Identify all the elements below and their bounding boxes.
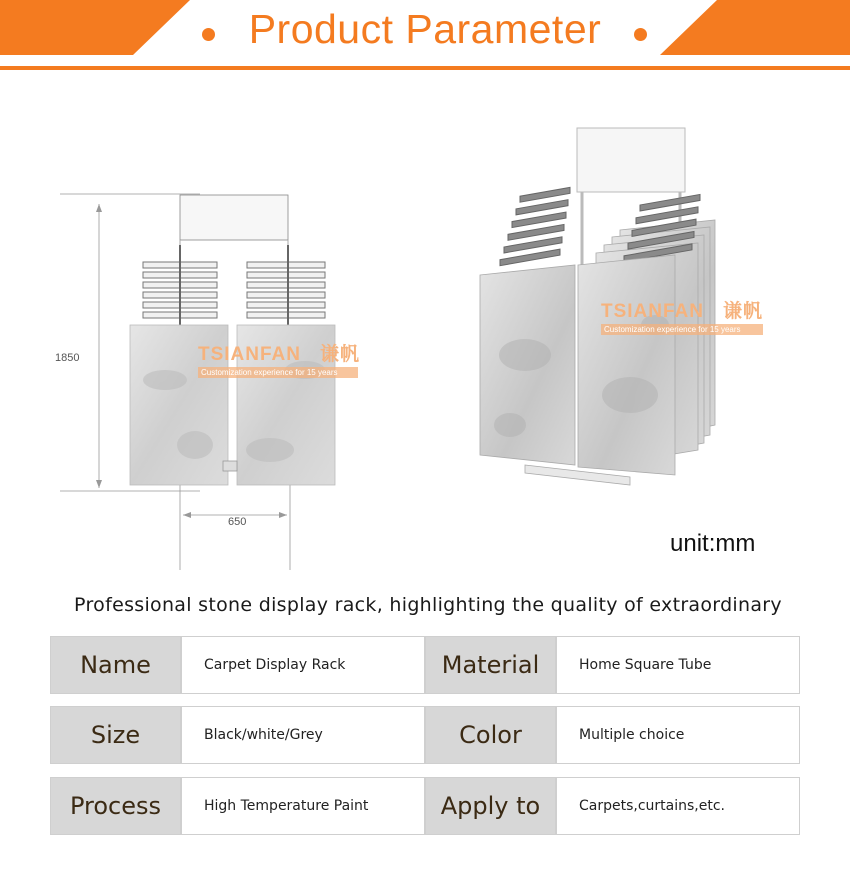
width-dimension-label: 650 xyxy=(228,516,247,528)
param-row-1 xyxy=(50,636,800,696)
param-value-size: Black/white/Grey xyxy=(181,706,425,764)
banner-underline xyxy=(0,66,850,70)
param-row-2 xyxy=(50,706,800,766)
param-row-3 xyxy=(50,777,800,837)
watermark-logo: TSIANFAN xyxy=(198,344,301,365)
param-value-material: Home Square Tube xyxy=(556,636,800,694)
watermark-subtitle-2: Customization experience for 15 years xyxy=(604,325,741,334)
param-label-name: Name xyxy=(50,636,181,694)
param-value-color: Multiple choice xyxy=(556,706,800,764)
param-value-name: Carpet Display Rack xyxy=(181,636,425,694)
height-dimension-label: 1850 xyxy=(55,352,80,364)
header-banner xyxy=(0,0,850,75)
product-perspective-image xyxy=(470,125,770,495)
param-label-color: Color xyxy=(425,706,556,764)
param-label-material: Material xyxy=(425,636,556,694)
param-label-size: Size xyxy=(50,706,181,764)
param-value-apply-to: Carpets,curtains,etc. xyxy=(556,777,800,835)
watermark-subtitle: Customization experience for 15 years xyxy=(201,368,338,377)
unit-label: unit:mm xyxy=(670,530,756,557)
watermark-cn: 谦帆 xyxy=(320,344,361,365)
param-value-process: High Temperature Paint xyxy=(181,777,425,835)
product-tagline: Professional stone display rack, highlighting the quality of extraordinary xyxy=(74,594,782,616)
watermark-logo-2: TSIANFAN xyxy=(601,301,704,322)
page-title: Product Parameter xyxy=(248,6,602,52)
front-view-drawing xyxy=(55,190,375,570)
param-label-apply-to: Apply to xyxy=(425,777,556,835)
param-label-process: Process xyxy=(50,777,181,835)
watermark-cn-2: 谦帆 xyxy=(723,301,764,322)
